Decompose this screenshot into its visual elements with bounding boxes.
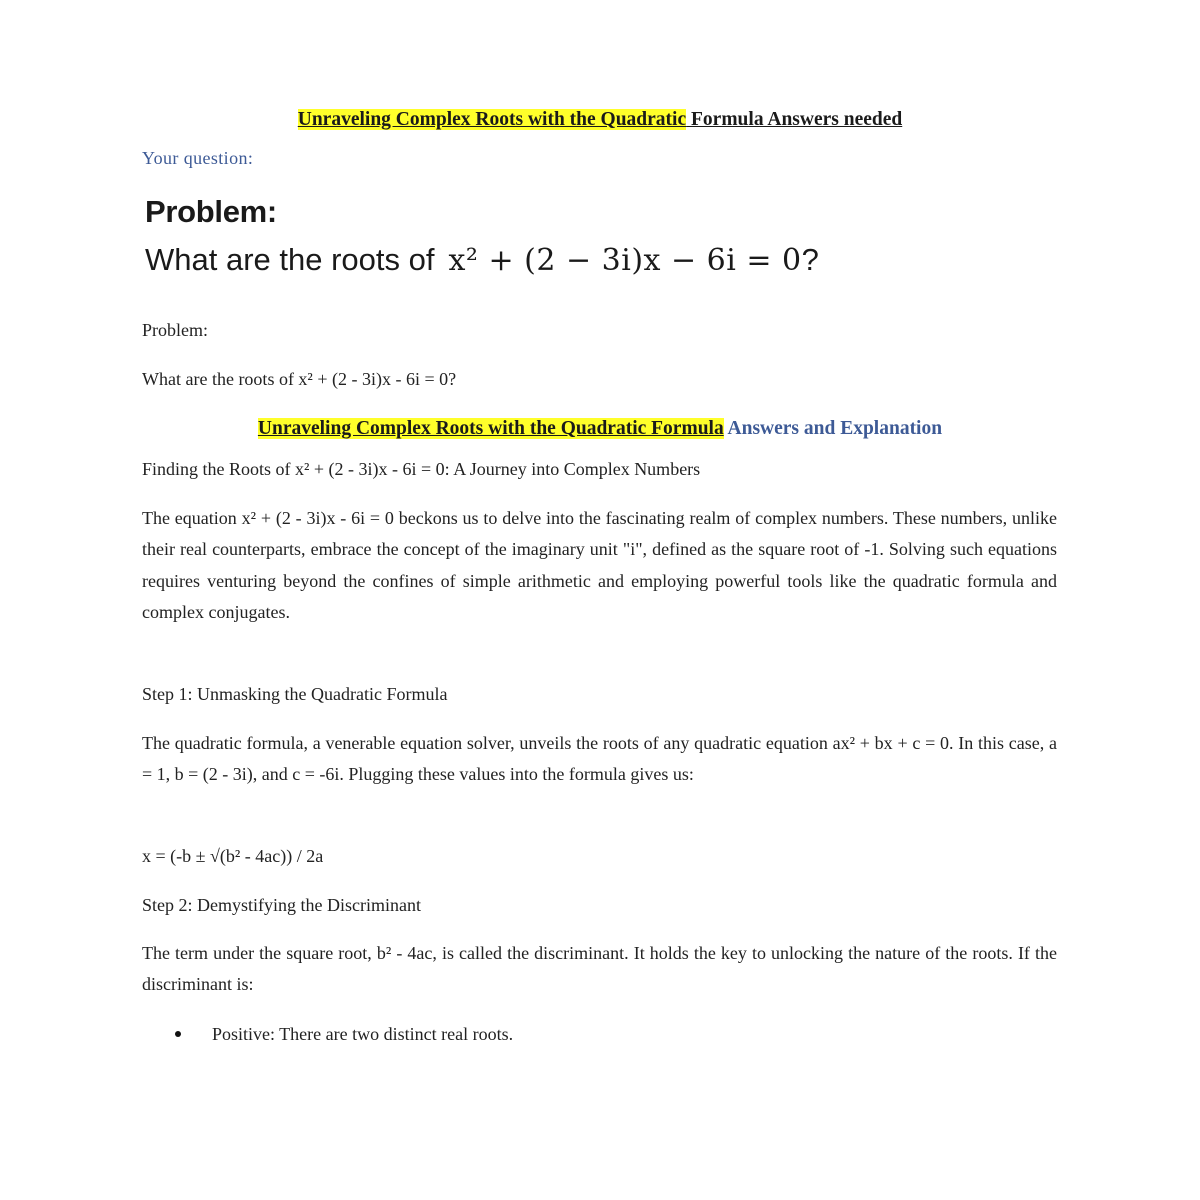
intro-paragraph: The equation x² + (2 - 3i)x - 6i = 0 beckons us to delve into the fascinating realm of complex numbers. These numbers, unlike their real counterparts, embrace the concept of the imaginary unit "i", defined as the square root of -1. Solving such equations requires venturing beyond the confines of simple arithmetic and employing powerful tools like the quadratic formula and complex conjugates. <box>142 508 1057 622</box>
step1-paragraph: The quadratic formula, a venerable equation solver, unveils the roots of any quadratic equation ax² + bx + c = 0. In this case, a = 1, b = (2 - 3i), and c = -6i. Plugging these values into the formula gives us: <box>142 733 1057 785</box>
problem-image-question-mark: ? <box>801 242 819 277</box>
title-highlighted-text: Unraveling Complex Roots with the Quadratic <box>297 109 687 130</box>
problem-label: Problem: <box>142 320 208 340</box>
bullet-icon <box>175 1031 181 1037</box>
title-rest-text: Formula Answers needed <box>686 109 903 130</box>
answers-title-rest-text: Answers and Explanation <box>723 418 943 439</box>
problem-image-question <box>145 240 819 281</box>
problem-image-question-prefix: What are the roots of <box>145 242 435 277</box>
problem-image <box>145 194 819 281</box>
step2-paragraph: The term under the square root, b² - 4ac, is called the discriminant. It holds the key to unlocking the nature of the roots. If the discriminant is: <box>142 943 1057 995</box>
answers-title <box>0 417 1200 441</box>
document-title <box>0 108 1200 132</box>
quadratic-formula-line: x = (-b ± √(b² - 4ac)) / 2a <box>142 846 324 866</box>
answers-title-highlighted-text: Unraveling Complex Roots with the Quadratic Formula <box>257 418 724 439</box>
problem-image-heading: Problem: <box>145 194 277 229</box>
step2-heading: Step 2: Demystifying the Discriminant <box>142 895 421 915</box>
finding-roots-line: Finding the Roots of x² + (2 - 3i)x - 6i = 0: A Journey into Complex Numbers <box>142 459 701 479</box>
bullet-list-item <box>175 1022 513 1046</box>
bullet-text: Positive: There are two distinct real roots. <box>212 1024 514 1044</box>
problem-image-equation: x² + (2 − 3i)x − 6i = 0 <box>448 243 802 278</box>
step1-heading: Step 1: Unmasking the Quadratic Formula <box>142 684 448 704</box>
problem-question: What are the roots of x² + (2 - 3i)x - 6i = 0? <box>142 369 457 389</box>
your-question-label: Your question: <box>142 148 254 168</box>
